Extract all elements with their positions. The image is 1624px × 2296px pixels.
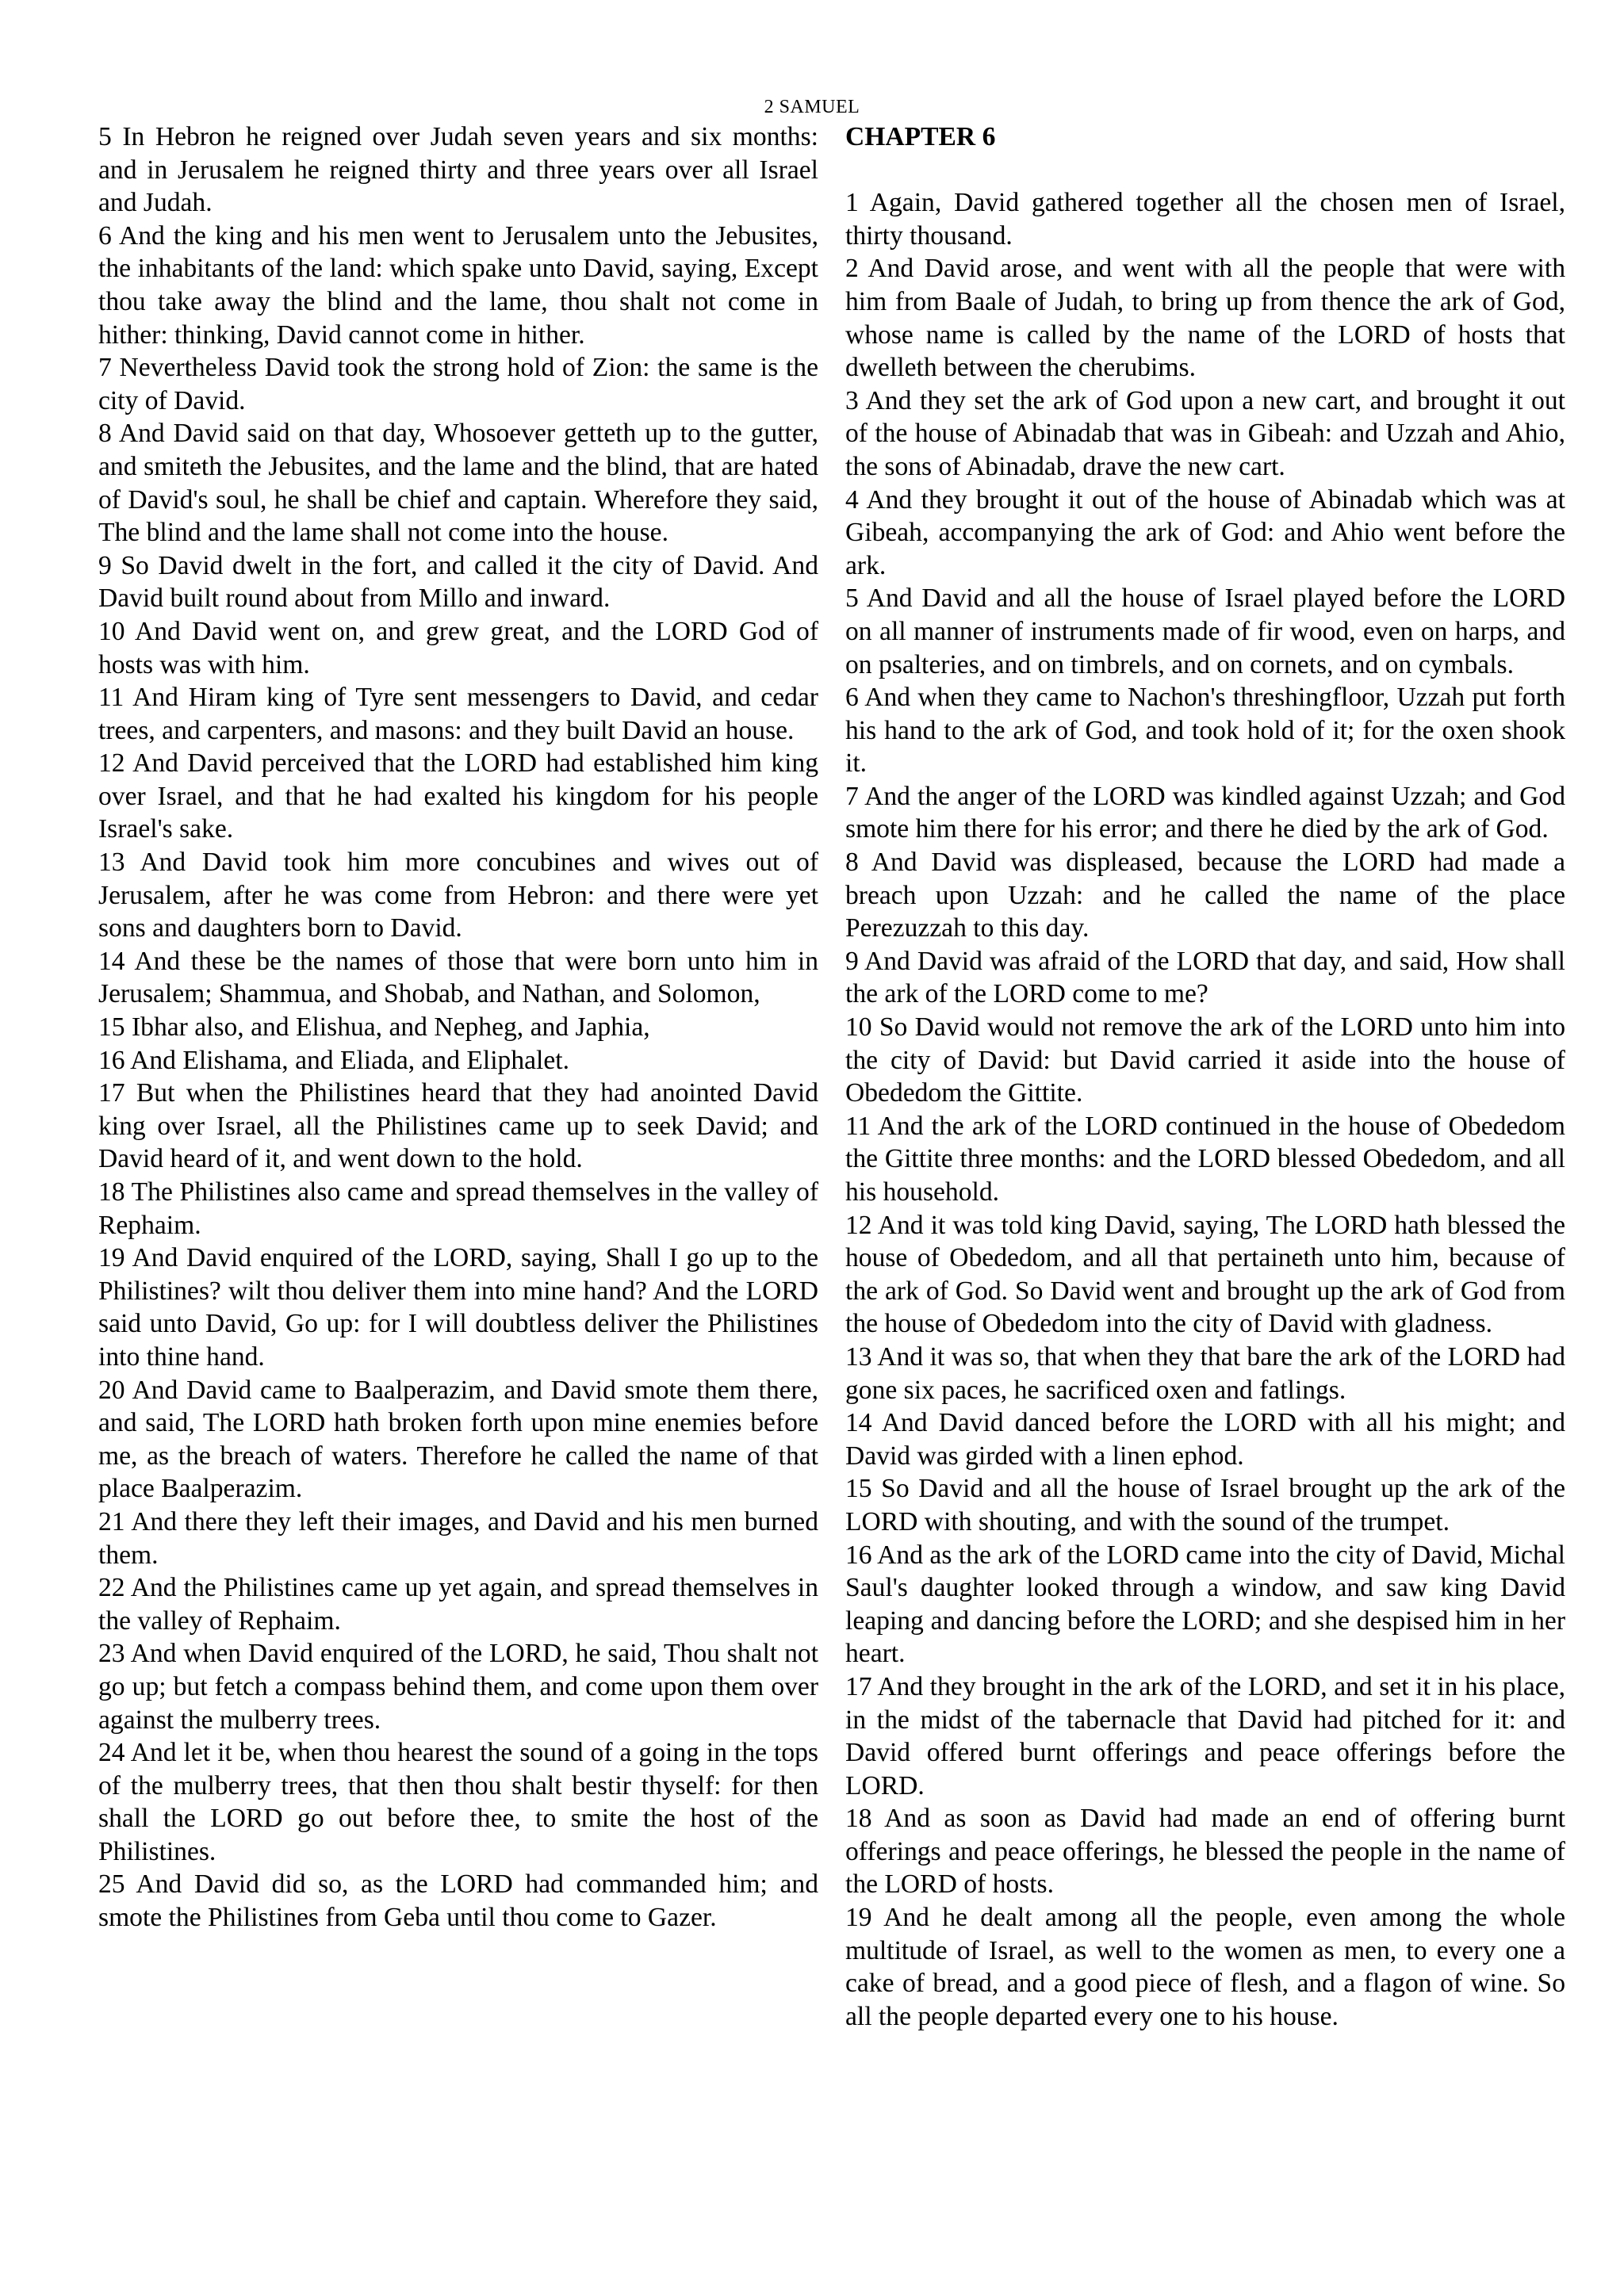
verse: 17 And they brought in the ark of the LORD, and set it in his place, in the midst of the tabernacle that David had pitched for it: and David offered burnt offerings and peace offerings before the LORD. <box>845 1671 1565 1800</box>
verse: 9 And David was afraid of the LORD that day, and said, How shall the ark of the LORD come to me? <box>845 946 1565 1009</box>
verse: 11 And Hiram king of Tyre sent messengers to David, and cedar trees, and carpenters, and masons: and they built David an house. <box>98 683 818 745</box>
verse: 19 And David enquired of the LORD, saying, Shall I go up to the Philistines? wilt thou deliver them into mine hand? And the LORD said unto David, Go up: for I will doubtless deliver the Philistines into thine hand. <box>98 1243 818 1372</box>
verse: 7 Nevertheless David took the strong hold of Zion: the same is the city of David. <box>98 353 818 415</box>
verse: 24 And let it be, when thou hearest the sound of a going in the tops of the mulberry trees, that then thou shalt bestir thyself: for then shall the LORD go out before thee, to smite the host of the Philistines. <box>98 1738 818 1866</box>
verse: 10 So David would not remove the ark of the LORD unto him into the city of David: but David carried it aside into the house of Obededom the Gittite. <box>845 1012 1565 1108</box>
verse: 8 And David said on that day, Whosoever getteth up to the gutter, and smiteth the Jebusites, and the lame and the blind, that are hated of David's soul, he shall be chief and captain. Wherefore they said, The blind and the lame shall not come into the house. <box>98 419 818 548</box>
verse: 21 And there they left their images, and David and his men burned them. <box>98 1506 818 1570</box>
verse: 22 And the Philistines came up yet again, and spread themselves in the valley of Rephaim. <box>98 1573 818 1636</box>
verse: 14 And David danced before the LORD with all his might; and David was girded with a linen ephod. <box>845 1408 1565 1471</box>
verse: 7 And the anger of the LORD was kindled against Uzzah; and God smote him there for his error; and there he died by the ark of God. <box>845 781 1565 844</box>
verse: 10 And David went on, and grew great, and the LORD God of hosts was with him. <box>98 616 818 679</box>
verse: 23 And when David enquired of the LORD, he said, Thou shalt not go up; but fetch a compass behind them, and come upon them over against the mulberry trees. <box>98 1639 818 1735</box>
verse: 12 And David perceived that the LORD had established him king over Israel, and that he had exalted his kingdom for his people Israel's sake. <box>98 748 818 844</box>
verse: 2 And David arose, and went with all the people that were with him from Baale of Judah, to bring up from thence the ark of God, whose name is called by the name of the LORD of hosts that dwelleth between the cherubims. <box>845 254 1565 383</box>
verse: 20 And David came to Baalperazim, and David smote them there, and said, The LORD hath broken forth upon mine enemies before me, as the breach of waters. Therefore he called the name of that place Baalperazim. <box>98 1375 818 1504</box>
verse: 15 So David and all the house of Israel brought up the ark of the LORD with shouting, and with the sound of the trumpet. <box>845 1474 1565 1536</box>
chapter-heading: CHAPTER 6 <box>845 122 996 151</box>
right-column <box>845 121 1565 2033</box>
verse: 3 And they set the ark of God upon a new cart, and brought it out of the house of Abinadab that was in Gibeah: and Uzzah and Ahio, the sons of Abinadab, drave the new cart. <box>845 385 1565 481</box>
verse: 16 And as the ark of the LORD came into the city of David, Michal Saul's daughter looked through a window, and saw king David leaping and dancing before the LORD; and she despised him in her heart. <box>845 1540 1565 1669</box>
verse: 13 And it was so, that when they that bare the ark of the LORD had gone six paces, he sacrificed oxen and fatlings. <box>845 1341 1565 1405</box>
verse: 1 Again, David gathered together all the chosen men of Israel, thirty thousand. <box>845 188 1565 251</box>
running-head: 2 SAMUEL <box>764 97 860 117</box>
verse: 14 And these be the names of those that were born unto him in Jerusalem; Shammua, and Shobab, and Nathan, and Solomon, <box>98 946 818 1009</box>
left-column <box>98 121 818 1934</box>
verse: 6 And the king and his men went to Jerusalem unto the Jebusites, the inhabitants of the land: which spake unto David, saying, Except thou take away the blind and the lame, thou shalt not come in hither: thinking, David cannot come in hither. <box>98 220 818 350</box>
verse: 18 The Philistines also came and spread themselves in the valley of Rephaim. <box>98 1177 818 1240</box>
verse: 4 And they brought it out of the house of Abinadab which was at Gibeah, accompanying the ark of God: and Ahio went before the ark. <box>845 484 1565 580</box>
verse: 18 And as soon as David had made an end of offering burnt offerings and peace offerings, he blessed the people in the name of the LORD of hosts. <box>845 1804 1565 1900</box>
verse: 13 And David took him more concubines and wives out of Jerusalem, after he was come from Hebron: and there were yet sons and daughters born to David. <box>98 848 818 943</box>
verse: 17 But when the Philistines heard that they had anointed David king over Israel, all the Philistines came up to seek David; and David heard of it, and went down to the hold. <box>98 1078 818 1174</box>
verse: 8 And David was displeased, because the LORD had made a breach upon Uzzah: and he called the name of the place Perezuzzah to this day. <box>845 848 1565 943</box>
verse: 11 And the ark of the LORD continued in the house of Obededom the Gittite three months: and the LORD blessed Obededom, and all his household. <box>845 1111 1565 1207</box>
verse: 19 And he dealt among all the people, even among the whole multitude of Israel, as well to the women as men, to every one a cake of bread, and a good piece of flesh, and a flagon of wine. So all the people departed every one to his house. <box>845 1903 1565 2031</box>
verse: 5 In Hebron he reigned over Judah seven years and six months: and in Jerusalem he reigned thirty and three years over all Israel and Judah. <box>98 122 818 218</box>
verse: 16 And Elishama, and Eliada, and Eliphalet. <box>98 1045 569 1075</box>
verse: 9 So David dwelt in the fort, and called it the city of David. And David built round about from Millo and inward. <box>98 550 818 614</box>
verse: 25 And David did so, as the LORD had commanded him; and smote the Philistines from Geba until thou come to Gazer. <box>98 1869 818 1933</box>
verse: 12 And it was told king David, saying, The LORD hath blessed the house of Obededom, and all that pertaineth unto him, because of the ark of God. So David went and brought up the ark of God from the house of Obededom into the city of David with gladness. <box>845 1210 1565 1339</box>
verse: 5 And David and all the house of Israel played before the LORD on all manner of instruments made of fir wood, even on harps, and on psalteries, and on timbrels, and on cornets, and on cymbals. <box>845 584 1565 679</box>
verse: 15 Ibhar also, and Elishua, and Nepheg, and Japhia, <box>98 1012 650 1043</box>
verse: 6 And when they came to Nachon's threshingfloor, Uzzah put forth his hand to the ark of God, and took hold of it; for the oxen shook it. <box>845 683 1565 779</box>
